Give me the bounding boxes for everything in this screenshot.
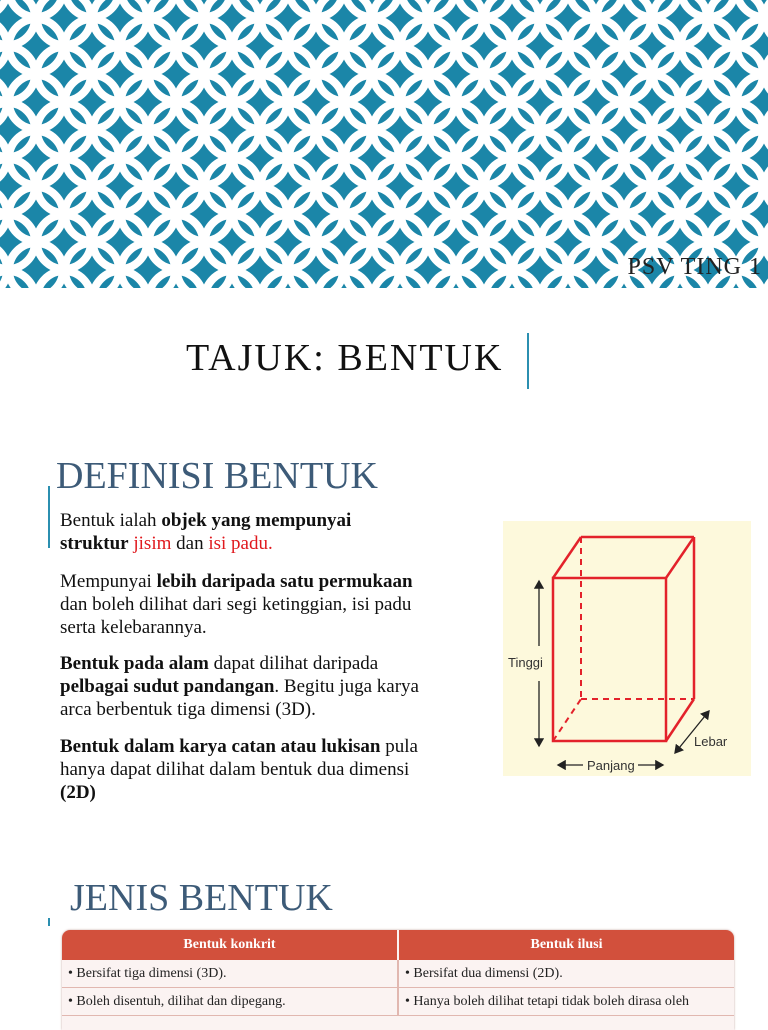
konkrit-column (62, 960, 397, 1016)
table-cell: • Bersifat dua dimensi (2D). (399, 960, 734, 988)
p2-text-c: serta kelebarannya. (60, 617, 207, 638)
label-tinggi: Tinggi (508, 655, 543, 670)
comparison-table (62, 930, 734, 1030)
p1-red-isi-padu: isi padu. (208, 533, 273, 554)
p1-text-dan: dan (171, 533, 209, 554)
definition-accent-bar (48, 486, 50, 548)
definition-paragraph-1 (60, 509, 351, 555)
definition-heading: DEFINISI BENTUK (56, 455, 378, 497)
title-banner (0, 0, 768, 288)
p3-bold-b: pelbagai sudut pandangan (60, 676, 275, 697)
p4-bold-a: Bentuk dalam karya catan atau lukisan (60, 736, 381, 757)
header-bentuk-ilusi: Bentuk ilusi (397, 930, 734, 960)
title-accent-bar (527, 333, 529, 389)
p3-bold-a: Bentuk pada alam (60, 653, 209, 674)
table-body (62, 960, 734, 1016)
p2-text-a: Mempunyai (60, 571, 157, 592)
label-panjang: Panjang (587, 758, 635, 773)
p2-bold: lebih daripada satu permukaan (156, 571, 413, 592)
p1-bold-a: objek yang mempunyai (161, 510, 352, 531)
table-cell: • Boleh disentuh, dilihat dan dipegang. (62, 988, 397, 1016)
p3-text-a: dapat dilihat daripada (208, 653, 379, 674)
jenis-accent-bar (48, 918, 50, 926)
label-lebar: Lebar (694, 734, 728, 749)
cuboid-figure (503, 521, 751, 776)
page-title: TAJUK: BENTUK (186, 337, 504, 379)
definition-paragraph-3 (60, 652, 419, 721)
p2-text-b: dan boleh dilihat dari segi ketinggian, isi padu (60, 594, 412, 615)
p4-bold-b: (2D) (60, 782, 96, 803)
slide-subtitle: PSV TING 1 (627, 254, 762, 280)
p1-text-a: Bentuk ialah (60, 510, 162, 531)
interlocking-circles-pattern (0, 0, 768, 288)
definition-paragraph-2 (60, 570, 413, 639)
p3-text-c: arca berbentuk tiga dimensi (3D). (60, 699, 316, 720)
definition-paragraph-4 (60, 735, 418, 804)
table-header-row (62, 930, 734, 960)
cuboid-diagram (503, 521, 751, 776)
jenis-heading: JENIS BENTUK (70, 877, 333, 919)
p4-text-a: pula (380, 736, 418, 757)
table-cell: • Hanya boleh dilihat tetapi tidak boleh dirasa oleh (399, 988, 734, 1016)
p4-text-b: hanya dapat dilihat dalam bentuk dua dimensi (60, 759, 410, 780)
p1-bold-b: struktur (60, 533, 129, 554)
p3-text-b: . Begitu juga karya (274, 676, 419, 697)
header-bentuk-konkrit: Bentuk konkrit (183, 937, 276, 952)
ilusi-column (397, 960, 734, 1016)
table-cell: • Bersifat tiga dimensi (3D). (62, 960, 397, 988)
p1-red-jisim: jisim (133, 533, 172, 554)
